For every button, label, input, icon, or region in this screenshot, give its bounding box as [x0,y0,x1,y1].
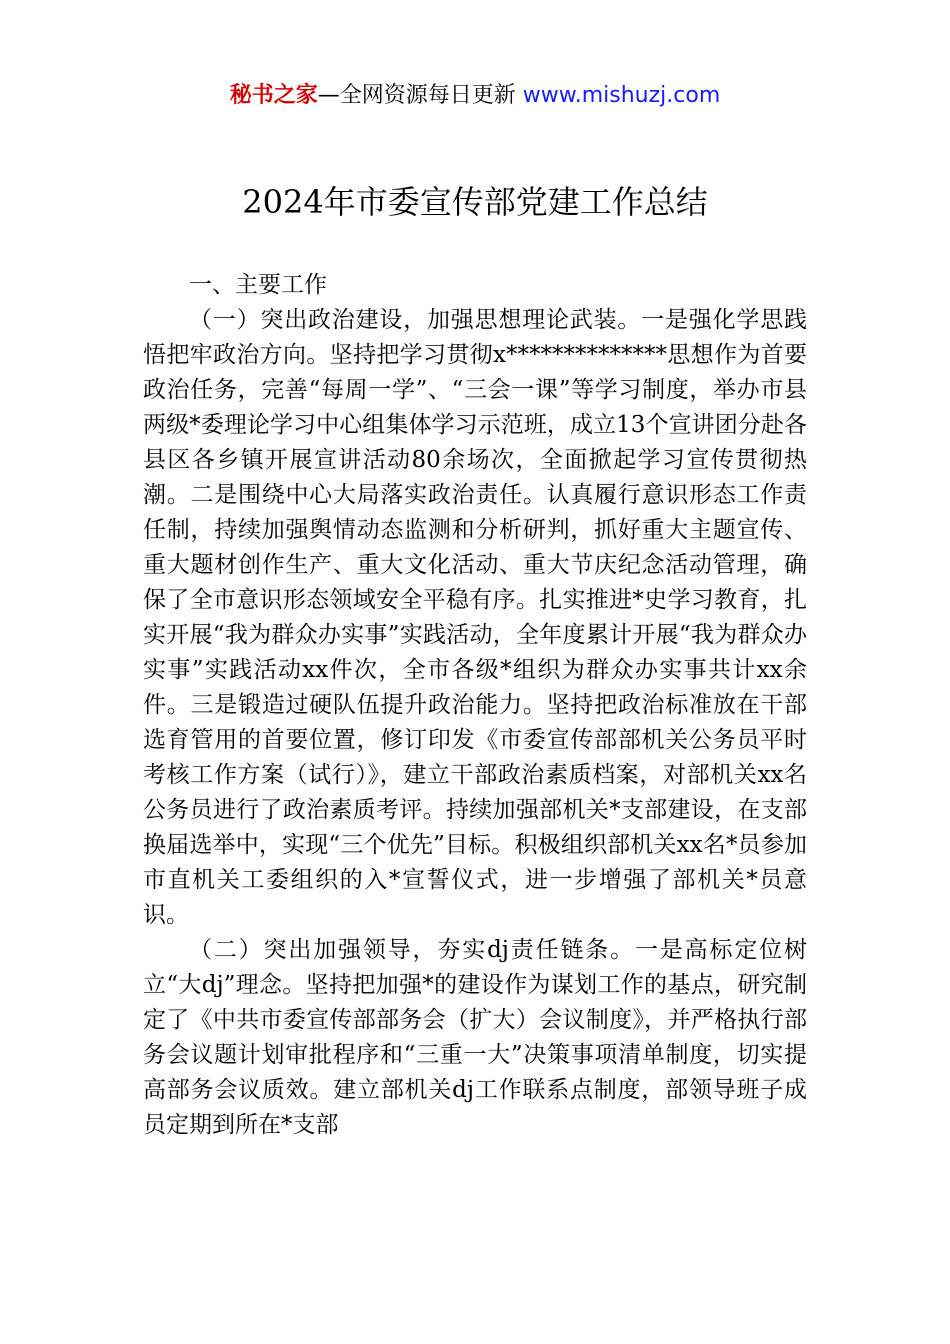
site-url-link[interactable]: www.mishuzj.com [522,83,721,108]
document-body [143,268,807,1143]
site-slogan: —全网资源每日更新 [317,83,516,108]
section-heading: 一、主要工作 [189,272,327,298]
body-paragraph: （一）突出政治建设，加强思想理论武装。一是强化学思践悟把牢政治方向。坚持把学习贯彻x**************思想作为首要政治任务，完善“每周一学”、“三会一课”等学习制度，举办市县两级*委理论学习中心组集体学习示范班，成立13个宣讲团分赴各县区各乡镇开展宣讲活动80余场次，全面掀起学习宣传贯彻热潮。二是围绕中心大局落实政治责任。认真履行意识形态工作责任制，持续加强舆情动态监测和分析研判，抓好重大主题宣传、重大题材创作生产、重大文化活动、重大节庆纪念活动管理，确保了全市意识形态领域安全平稳有序。扎实推进*史学习教育，扎实开展“我为群众办实事”实践活动，全年度累计开展“我为群众办实事”实践活动xx件次，全市各级*组织为群众办实事共计xx余件。三是锻造过硬队伍提升政治能力。坚持把政治标准放在干部选育管用的首要位置，修订印发《市委宣传部部机关公务员平时考核工作方案（试行）》，建立干部政治素质档案，对部机关xx名公务员进行了政治素质考评。持续加强部机关*支部建设，在支部换届选举中，实现“三个优先”目标。积极组织部机关xx名*员参加市直机关工委组织的入*宣誓仪式，进一步增强了部机关*员意识。 [143,307,807,928]
site-brand: 秘书之家 [229,83,318,108]
body-paragraph: （二）突出加强领导，夯实dj责任链条。一是高标定位树立“大dj”理念。坚持把加强*的建设作为谋划工作的基点，研究制定了《中共市委宣传部部务会（扩大）会议制度》，并严格执行部务会议题计划审批程序和“三重一大”决策事项清单制度，切实提高部务会议质效。建立部机关dj工作联系点制度，部领导班子成员定期到所在*支部 [143,937,807,1138]
site-header [0,80,950,112]
document-title: 2024年市委宣传部党建工作总结 [242,183,708,221]
